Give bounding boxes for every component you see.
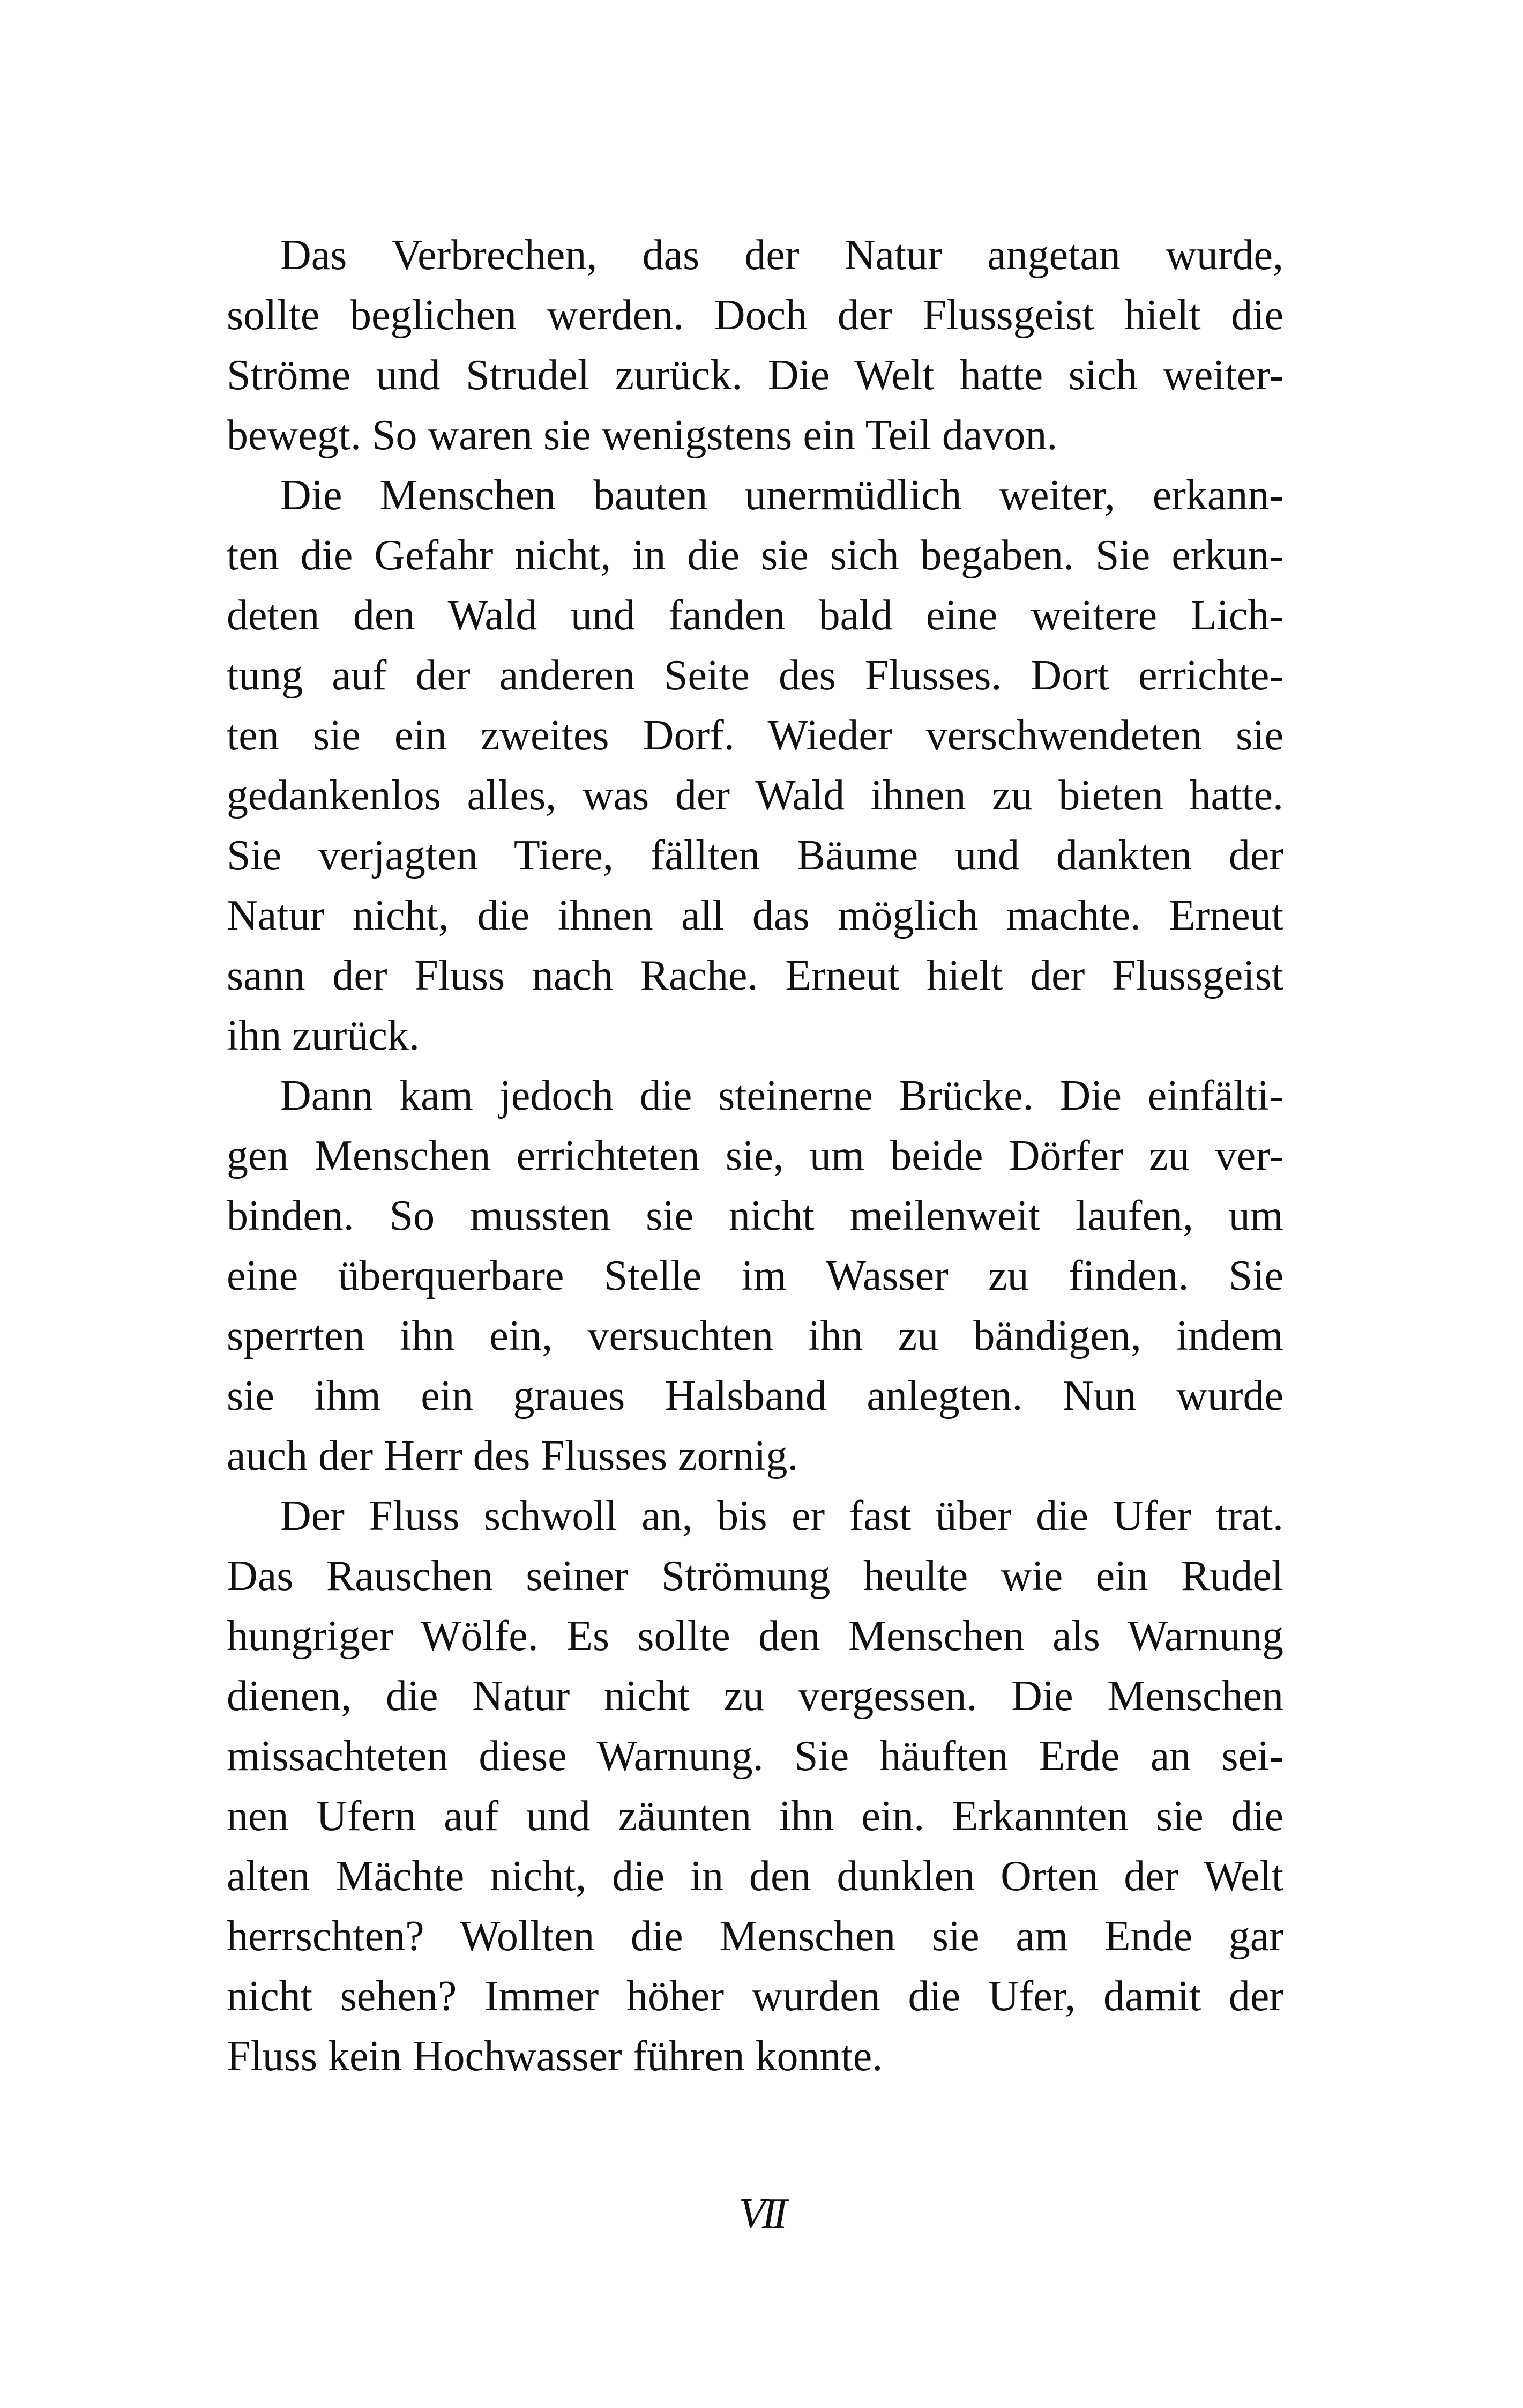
- text-line: missachteten diese Warnung. Sie häuften Erde an sei-: [227, 1733, 1283, 1780]
- paragraph-4: [227, 1486, 1283, 2086]
- text-line: ihn zurück.: [227, 1012, 420, 1059]
- text-line: binden. So mussten sie nicht meilenweit laufen, um: [227, 1192, 1283, 1239]
- text-line: bewegt. So waren sie wenigstens ein Teil davon.: [227, 412, 1058, 459]
- text-line: sollte beglichen werden. Doch der Flussgeist hielt die: [227, 292, 1283, 339]
- text-line: gedankenlos alles, was der Wald ihnen zu bieten hatte.: [227, 772, 1283, 819]
- text-line: alten Mächte nicht, die in den dunklen Orten der Welt: [227, 1853, 1283, 1900]
- text-line: nen Ufern auf und zäunten ihn ein. Erkannten sie die: [227, 1793, 1283, 1840]
- text-line: deten den Wald und fanden bald eine weitere Lich-: [227, 592, 1283, 639]
- text-line: Sie verjagten Tiere, fällten Bäume und dankten der: [227, 832, 1283, 879]
- text-line: hungriger Wölfe. Es sollte den Menschen als Warnung: [227, 1612, 1283, 1660]
- text-line: gen Menschen errichteten sie, um beide Dörfer zu ver-: [227, 1132, 1283, 1179]
- text-line: dienen, die Natur nicht zu vergessen. Die Menschen: [227, 1673, 1283, 1720]
- text-line: Die Menschen bauten unermüdlich weiter, erkann-: [280, 472, 1283, 519]
- body-text: [227, 225, 1283, 2086]
- text-line: Das Rauschen seiner Strömung heulte wie ein Rudel: [227, 1552, 1283, 1600]
- text-line: sann der Fluss nach Rache. Erneut hielt der Flussgeist: [227, 952, 1283, 999]
- text-line: sperrten ihn ein, versuchten ihn zu bändigen, indem: [227, 1312, 1283, 1359]
- page-number: VII: [738, 2190, 785, 2238]
- text-line: eine überquerbare Stelle im Wasser zu finden. Sie: [227, 1252, 1283, 1299]
- paragraph-2: [227, 465, 1283, 1066]
- text-line: sie ihm ein graues Halsband anlegten. Nun wurde: [227, 1372, 1283, 1419]
- text-line: Natur nicht, die ihnen all das möglich machte. Erneut: [227, 892, 1283, 939]
- text-line: nicht sehen? Immer höher wurden die Ufer, damit der: [227, 1973, 1283, 2020]
- paragraph-1: [227, 225, 1283, 465]
- text-line: tung auf der anderen Seite des Flusses. Dort errichte-: [227, 652, 1283, 699]
- paragraph-3: [227, 1066, 1283, 1486]
- text-line: herrschten? Wollten die Menschen sie am Ende gar: [227, 1913, 1283, 1960]
- text-line: ten sie ein zweites Dorf. Wieder verschwendeten sie: [227, 712, 1283, 759]
- text-line: Der Fluss schwoll an, bis er fast über die Ufer trat.: [280, 1492, 1283, 1540]
- text-line: Ströme und Strudel zurück. Die Welt hatte sich weiter-: [227, 352, 1283, 399]
- text-line: Fluss kein Hochwasser führen konnte.: [227, 2033, 883, 2080]
- text-line: Dann kam jedoch die steinerne Brücke. Die einfälti-: [280, 1072, 1283, 1119]
- text-line: ten die Gefahr nicht, in die sie sich begaben. Sie erkun-: [227, 532, 1283, 579]
- text-line: Das Verbrechen, das der Natur angetan wurde,: [280, 232, 1283, 279]
- text-line: auch der Herr des Flusses zornig.: [227, 1432, 798, 1480]
